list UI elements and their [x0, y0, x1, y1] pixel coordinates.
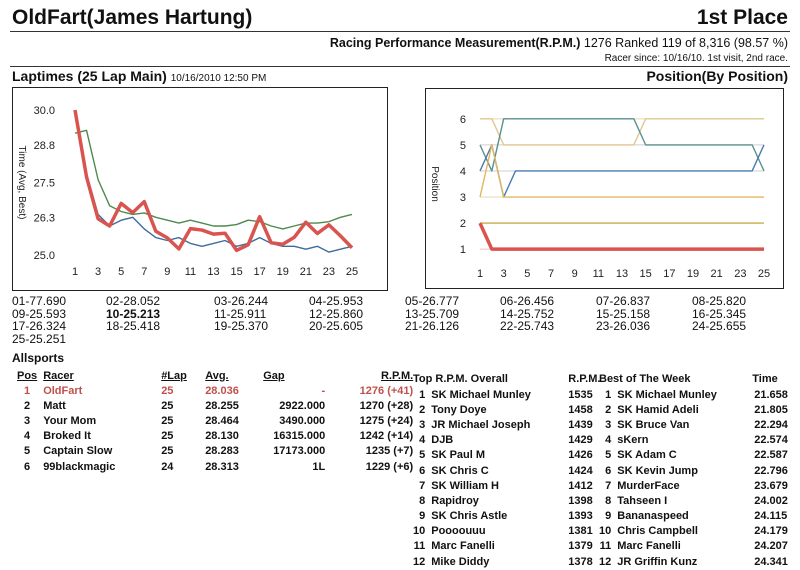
rpm-line [330, 36, 788, 50]
lap-time: 06-26.456 [500, 294, 555, 308]
results-table [14, 368, 416, 474]
lap-time: 21-26.126 [405, 319, 460, 333]
top-rpm-row [410, 478, 603, 493]
top-rpm-n: 5 [419, 449, 426, 462]
best-week-name: SK Adam C [617, 449, 677, 462]
best-week-name: Tahseen I [617, 494, 668, 507]
best-week-table [596, 371, 791, 569]
best-week-n: 12 [599, 555, 612, 568]
best-week-n: 4 [605, 434, 612, 447]
position-chart-frame [425, 88, 784, 289]
laptimes-heading [12, 68, 266, 84]
result-row [14, 383, 416, 398]
best-week-val: 22.294 [754, 418, 788, 431]
result-racer: Your Mom [43, 414, 97, 427]
top-rpm-header-row [410, 371, 603, 387]
best-week-val: 24.207 [754, 540, 788, 553]
best-week-val: 24.179 [754, 525, 788, 538]
x-tick-label: 19 [276, 266, 289, 278]
result-rpm: 1270 (+28) [359, 399, 414, 412]
result-laps: 24 [161, 460, 174, 473]
result-pos: 1 [24, 384, 31, 397]
result-pos: 4 [24, 430, 31, 443]
x-tick-label: 5 [118, 266, 125, 278]
series-line-best [75, 110, 352, 252]
best-week-heading: Best of The Week [599, 373, 691, 385]
result-gap: 3490.000 [279, 414, 326, 427]
x-tick-label: 11 [592, 268, 605, 280]
lap-time: 22-25.743 [500, 319, 555, 333]
result-row [14, 398, 416, 413]
col-rpm: R.P.M. [380, 369, 414, 382]
top-rpm-val: 1398 [568, 494, 593, 507]
top-rpm-name: SK William H [431, 479, 499, 492]
top-rpm-n: 3 [419, 418, 426, 431]
best-week-n: 5 [605, 449, 612, 462]
result-gap: 17173.000 [273, 445, 326, 458]
result-gap: - [321, 384, 326, 397]
best-week-name: SK Michael Munley [617, 388, 717, 401]
allsports-title: Allsports [12, 351, 65, 365]
top-rpm-val: 1429 [568, 434, 593, 447]
result-racer: 99blackmagic [43, 460, 116, 473]
best-week-row [596, 402, 791, 417]
best-week-n: 8 [605, 494, 612, 507]
top-rpm-table [410, 371, 603, 569]
finish-place: 1st Place [696, 6, 788, 29]
top-rpm-val: 1381 [568, 525, 593, 538]
section-divider [10, 66, 790, 67]
result-gap: 16315.000 [273, 430, 326, 443]
top-rpm-row [410, 387, 603, 402]
x-tick-label: 15 [639, 268, 652, 280]
best-week-n: 10 [599, 525, 612, 538]
top-rpm-val: 1426 [568, 449, 593, 462]
top-rpm-row [410, 402, 603, 417]
top-rpm-name: Marc Fanelli [431, 540, 495, 553]
top-rpm-row [410, 554, 603, 569]
result-rpm: 1229 (+6) [365, 460, 414, 473]
race-datetime: 10/16/2010 12:50 PM [170, 73, 267, 84]
x-tick-label: 19 [686, 268, 700, 280]
top-rpm-name: Tony Doye [431, 403, 487, 416]
col-gap: Gap [263, 369, 285, 382]
rpm-title: Racing Performance Measurement(R.P.M.) [329, 36, 581, 50]
driver-name: OldFart(James Hartung) [12, 6, 253, 29]
best-week-name: MurderFace [617, 479, 680, 492]
result-laps: 25 [161, 414, 174, 427]
lap-time: 11-25.911 [214, 306, 267, 321]
best-week-row [596, 478, 791, 493]
lap-time: 16-25.345 [692, 306, 747, 321]
top-rpm-name: SK Michael Munley [431, 388, 531, 401]
y-tick-label: 30.0 [33, 105, 55, 117]
x-tick-label: 1 [71, 266, 79, 278]
top-rpm-name: SK Chris C [431, 464, 489, 477]
best-week-name: Marc Fanelli [617, 540, 681, 553]
results-header-row [14, 368, 416, 383]
top-rpm-row [410, 433, 603, 448]
best-week-col-time: Time [752, 373, 778, 385]
series-line-oldfart [75, 110, 352, 250]
best-week-val: 24.002 [754, 494, 788, 507]
lap-time: 18-25.418 [106, 319, 161, 333]
best-week-n: 3 [605, 418, 612, 431]
result-avg: 28.255 [205, 399, 239, 412]
series-line-broked-it [480, 145, 764, 197]
top-rpm-row [410, 417, 603, 432]
best-week-row [596, 509, 791, 524]
lap-time: 04-25.953 [309, 294, 364, 308]
best-week-val: 22.587 [754, 449, 788, 462]
x-tick-label: 3 [95, 266, 102, 278]
result-pos: 5 [24, 445, 31, 458]
x-tick-label: 9 [571, 268, 578, 280]
top-rpm-val: 1535 [568, 388, 593, 401]
best-week-name: Bananaspeed [617, 510, 689, 523]
result-avg: 28.313 [205, 460, 239, 473]
top-rpm-n: 8 [419, 494, 426, 507]
result-row [14, 413, 416, 428]
result-rpm: 1276 (+41) [359, 384, 414, 397]
top-rpm-val: 1379 [568, 540, 593, 553]
x-tick-label: 13 [615, 268, 629, 280]
top-rpm-name: JR Michael Joseph [431, 418, 531, 431]
result-rpm: 1275 (+24) [359, 414, 414, 427]
lap-time: 03-26.244 [214, 294, 269, 308]
x-tick-label: 7 [141, 266, 148, 278]
series-line-99blackmagic [480, 119, 764, 145]
lap-time: 15-25.158 [596, 306, 651, 321]
best-week-n: 2 [605, 403, 612, 416]
x-tick-label: 21 [710, 268, 723, 280]
position-heading: Position(By Position) [646, 68, 788, 84]
y-tick-label: 3 [459, 192, 466, 205]
best-week-row [596, 493, 791, 508]
best-week-row [596, 539, 791, 554]
result-gap: 1L [312, 460, 326, 473]
best-week-row [596, 387, 791, 402]
x-tick-label: 21 [299, 266, 312, 278]
top-rpm-name: SK Paul M [431, 449, 486, 462]
top-rpm-n: 11 [413, 540, 426, 553]
y-tick-label: 28.8 [33, 139, 55, 152]
result-racer: Matt [43, 399, 66, 412]
best-week-n: 11 [599, 540, 612, 553]
position-chart [426, 89, 783, 288]
top-rpm-val: 1424 [568, 464, 593, 477]
result-gap: 2922.000 [279, 399, 326, 412]
racer-since: Racer since: 10/16/10. 1st visit, 2nd race. [604, 53, 788, 64]
best-week-name: SK Bruce Van [617, 418, 690, 431]
lap-time: 13-25.709 [405, 306, 460, 321]
result-row [14, 459, 416, 474]
x-tick-label: 25 [757, 268, 771, 280]
x-tick-label: 5 [524, 268, 531, 280]
x-tick-label: 23 [322, 266, 336, 278]
lap-time: 25-25.251 [12, 331, 67, 346]
top-rpm-name: Poooouuu [431, 525, 486, 538]
best-week-row [596, 554, 791, 569]
best-week-name: JR Griffin Kunz [617, 555, 698, 568]
top-rpm-n: 1 [419, 388, 426, 401]
x-tick-label: 23 [734, 268, 747, 280]
y-axis-label: Position [429, 166, 440, 202]
col-laps: #Lap [161, 369, 187, 382]
top-rpm-n: 12 [413, 555, 426, 568]
top-rpm-heading: Top R.P.M. Overall [413, 373, 508, 385]
col-racer: Racer [43, 369, 74, 382]
top-rpm-row [410, 509, 603, 524]
best-week-name: Chris Campbell [617, 525, 698, 538]
y-tick-label: 26.3 [33, 212, 55, 225]
x-tick-label: 9 [164, 266, 171, 278]
top-rpm-name: Mike Diddy [431, 555, 490, 568]
top-rpm-val: 1439 [568, 418, 593, 431]
result-laps: 25 [161, 445, 174, 458]
top-rpm-n: 9 [419, 510, 426, 523]
result-avg: 28.036 [205, 384, 239, 397]
result-racer: Captain Slow [43, 445, 113, 458]
top-rpm-name: Rapidroy [431, 494, 479, 507]
best-week-name: SK Hamid Adeli [617, 403, 699, 416]
top-rpm-col-rpm: R.P.M. [568, 373, 601, 385]
result-avg: 28.130 [205, 430, 239, 443]
best-week-val: 22.574 [754, 434, 788, 447]
result-rpm: 1235 (+7) [365, 445, 414, 458]
top-rpm-val: 1378 [568, 555, 593, 568]
best-week-n: 7 [605, 479, 612, 492]
x-tick-label: 13 [207, 266, 220, 278]
header-divider [10, 31, 790, 32]
best-week-row [596, 463, 791, 478]
lap-time: 07-26.837 [596, 294, 651, 308]
y-tick-label: 6 [459, 113, 466, 126]
lap-time: 20-25.605 [309, 319, 364, 333]
top-rpm-name: SK Chris Astle [431, 510, 508, 523]
lap-time: 17-26.324 [12, 319, 67, 333]
best-week-n: 9 [605, 510, 612, 523]
best-week-val: 24.341 [754, 555, 788, 568]
top-rpm-val: 1458 [568, 403, 593, 416]
x-tick-label: 11 [184, 266, 197, 278]
lap-time: 08-25.820 [692, 294, 747, 308]
x-tick-label: 3 [500, 268, 507, 280]
top-rpm-row [410, 448, 603, 463]
top-rpm-val: 1412 [568, 479, 593, 492]
result-racer: OldFart [43, 384, 83, 397]
best-week-val: 21.658 [754, 388, 788, 401]
result-avg: 28.464 [205, 414, 239, 427]
top-rpm-row [410, 524, 603, 539]
x-tick-label: 17 [663, 268, 676, 280]
rpm-summary: 1276 Ranked 119 of 8,316 (98.57 %) [583, 36, 788, 50]
y-tick-label: 4 [459, 165, 466, 178]
best-lap: 10-25.213 [106, 306, 161, 321]
col-pos: Pos [17, 369, 38, 382]
y-tick-label: 1 [459, 244, 466, 257]
top-rpm-row [410, 463, 603, 478]
top-rpm-n: 2 [419, 403, 426, 416]
result-laps: 25 [161, 430, 174, 443]
lap-time: 12-25.860 [309, 306, 364, 321]
y-tick-label: 2 [459, 218, 466, 231]
y-tick-label: 27.5 [33, 177, 55, 190]
best-week-val: 21.805 [754, 403, 788, 416]
top-rpm-n: 10 [413, 525, 426, 538]
lap-time: 01-77.690 [12, 294, 67, 308]
result-laps: 25 [161, 399, 174, 412]
best-week-name: sKern [617, 434, 649, 447]
laptimes-chart-frame [12, 87, 388, 291]
best-week-val: 23.679 [754, 479, 788, 492]
top-rpm-n: 7 [419, 479, 426, 492]
top-rpm-val: 1393 [568, 510, 593, 523]
result-rpm: 1242 (+14) [359, 430, 414, 443]
best-week-row [596, 448, 791, 463]
best-week-n: 6 [605, 464, 612, 477]
best-week-val: 24.115 [754, 510, 788, 523]
laptimes-chart [13, 88, 387, 290]
col-avg: Avg. [205, 369, 229, 382]
lap-time: 05-26.777 [405, 294, 460, 308]
result-pos: 2 [24, 399, 31, 412]
top-rpm-n: 4 [419, 434, 426, 447]
result-pos: 6 [24, 460, 31, 473]
best-week-val: 22.796 [754, 464, 788, 477]
y-tick-label: 5 [459, 139, 466, 152]
lap-time: 09-25.593 [12, 306, 67, 321]
lap-time: 23-26.036 [596, 319, 651, 333]
best-week-row [596, 433, 791, 448]
series-line-oldfart [480, 223, 764, 249]
best-week-n: 1 [605, 388, 612, 401]
x-tick-label: 15 [230, 266, 243, 278]
top-rpm-row [410, 539, 603, 554]
top-rpm-name: DJB [431, 434, 454, 447]
x-tick-label: 25 [345, 266, 359, 278]
best-week-header-row [596, 371, 791, 387]
lap-time: 24-25.655 [692, 319, 747, 333]
top-rpm-row [410, 493, 603, 508]
result-row [14, 429, 416, 444]
x-tick-label: 7 [547, 268, 555, 280]
y-tick-label: 25.0 [33, 250, 55, 262]
best-week-row [596, 524, 791, 539]
x-tick-label: 1 [476, 268, 484, 280]
x-tick-label: 17 [253, 266, 266, 278]
lap-time: 14-25.752 [500, 306, 555, 321]
result-pos: 3 [24, 414, 31, 427]
result-row [14, 444, 416, 459]
best-week-name: SK Kevin Jump [617, 464, 698, 477]
result-racer: Broked It [43, 430, 91, 443]
laptimes-title: Laptimes (25 Lap Main) [12, 68, 167, 84]
lap-time: 19-25.370 [214, 319, 269, 333]
result-avg: 28.283 [205, 445, 239, 458]
lap-time: 02-28.052 [106, 294, 161, 308]
y-axis-label: Time (Avg, Best) [16, 145, 27, 220]
best-week-row [596, 417, 791, 432]
top-rpm-n: 6 [419, 464, 426, 477]
result-laps: 25 [161, 384, 174, 397]
